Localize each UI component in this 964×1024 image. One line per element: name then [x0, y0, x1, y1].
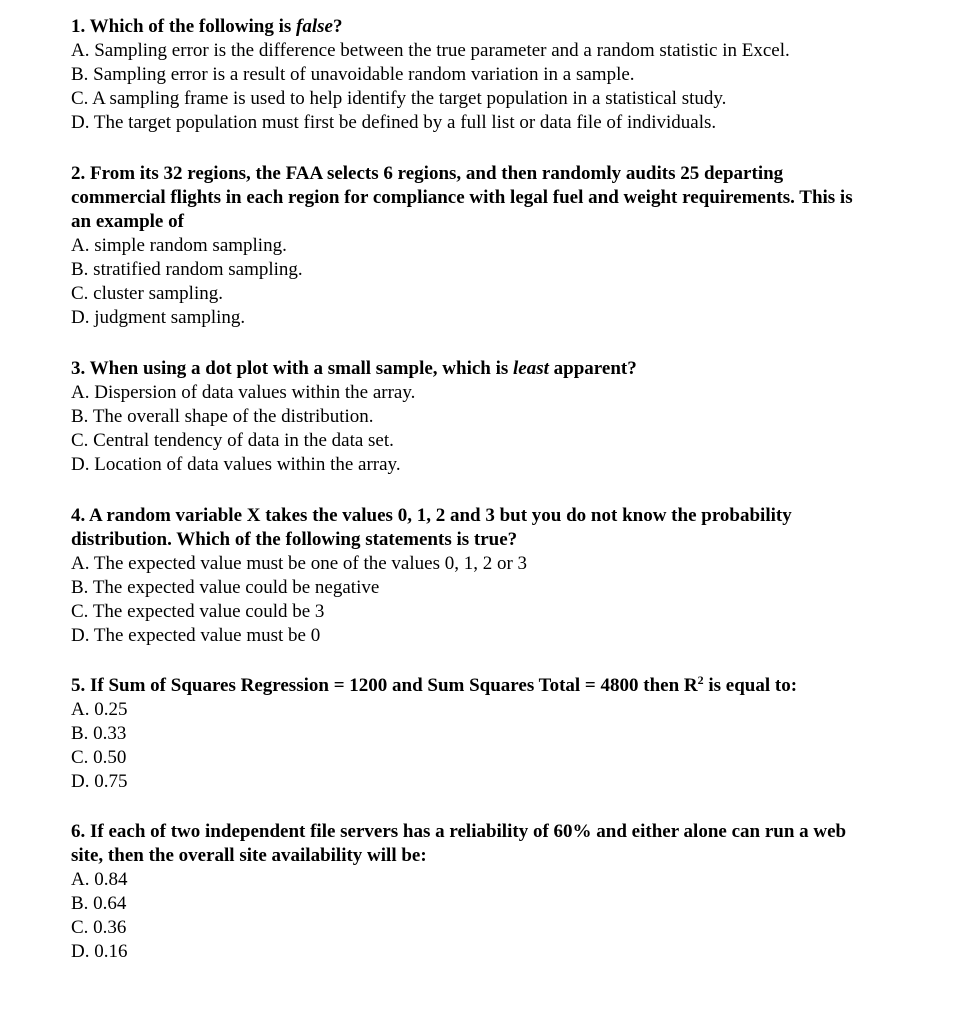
option-1d[interactable]: D. The target population must first be defined by a full list or data file of individuals.	[71, 112, 717, 133]
question-2-stem	[71, 162, 871, 234]
question-3-stem-text: When using a dot plot with a small sample, which is	[89, 358, 509, 379]
option-2c[interactable]: C. cluster sampling.	[71, 283, 223, 304]
question-4-number: 4.	[71, 505, 86, 526]
question-4-options	[71, 552, 931, 648]
question-4-stem	[71, 504, 871, 552]
option-3a[interactable]: A. Dispersion of data values within the array.	[71, 382, 416, 403]
question-1-stem-emphasis: false	[296, 16, 333, 37]
question-6-stem	[71, 820, 881, 868]
option-1b[interactable]: B. Sampling error is a result of unavoidable random variation in a sample.	[71, 64, 635, 85]
question-3-stem-emphasis: least	[513, 358, 549, 379]
option-1c[interactable]: C. A sampling frame is used to help identify the target population in a statistical study.	[71, 88, 727, 109]
question-3-number: 3.	[71, 358, 86, 379]
question-5-stem-end: is equal to:	[708, 675, 798, 696]
question-5-number: 5.	[71, 675, 86, 696]
question-6-number: 6.	[71, 821, 86, 842]
question-5-options	[71, 698, 931, 794]
question-5	[71, 674, 931, 794]
option-6c[interactable]: C. 0.36	[71, 917, 127, 938]
question-2-number: 2.	[71, 163, 86, 184]
option-5a[interactable]: A. 0.25	[71, 699, 128, 720]
question-5-superscript: 2	[697, 673, 704, 687]
option-3b[interactable]: B. The overall shape of the distribution.	[71, 406, 374, 427]
option-5c[interactable]: C. 0.50	[71, 747, 127, 768]
question-1-stem-text: Which of the following is	[89, 16, 292, 37]
question-3	[71, 357, 931, 477]
question-3-stem	[71, 357, 931, 381]
question-4-stem-text: A random variable X takes the values 0, 1, 2 and 3 but you do not know the probability distribution. Which of the following statements is true?	[71, 505, 792, 550]
question-1-stem-end: ?	[332, 16, 343, 37]
option-5d[interactable]: D. 0.75	[71, 771, 128, 792]
question-1-options	[71, 39, 931, 135]
question-4	[71, 504, 931, 648]
question-6-options	[71, 868, 931, 964]
question-5-stem-text: If Sum of Squares Regression = 1200 and Sum Squares Total = 4800 then R	[90, 675, 698, 696]
question-2	[71, 162, 931, 330]
question-6	[71, 820, 931, 964]
question-document	[71, 15, 931, 964]
option-3d[interactable]: D. Location of data values within the array.	[71, 454, 401, 475]
option-1a[interactable]: A. Sampling error is the difference between the true parameter and a random statistic in Excel.	[71, 40, 790, 61]
option-6a[interactable]: A. 0.84	[71, 869, 128, 890]
question-2-stem-text: From its 32 regions, the FAA selects 6 regions, and then randomly audits 25 departing commercial flights in each region for compliance with legal fuel and weight requirements. This is an example of	[71, 163, 853, 232]
option-6b[interactable]: B. 0.64	[71, 893, 127, 914]
question-5-stem	[71, 674, 931, 698]
option-6d[interactable]: D. 0.16	[71, 941, 128, 962]
option-2b[interactable]: B. stratified random sampling.	[71, 259, 303, 280]
question-1	[71, 15, 931, 135]
option-4b[interactable]: B. The expected value could be negative	[71, 577, 380, 598]
option-4d[interactable]: D. The expected value must be 0	[71, 625, 321, 646]
question-2-options	[71, 234, 931, 330]
option-5b[interactable]: B. 0.33	[71, 723, 127, 744]
option-3c[interactable]: C. Central tendency of data in the data set.	[71, 430, 394, 451]
option-2d[interactable]: D. judgment sampling.	[71, 307, 246, 328]
question-1-number: 1.	[71, 16, 86, 37]
question-1-stem	[71, 15, 931, 39]
question-3-options	[71, 381, 931, 477]
option-2a[interactable]: A. simple random sampling.	[71, 235, 287, 256]
option-4a[interactable]: A. The expected value must be one of the values 0, 1, 2 or 3	[71, 553, 528, 574]
question-3-stem-end: apparent?	[553, 358, 637, 379]
question-6-stem-text: If each of two independent file servers has a reliability of 60% and either alone can run a web site, then the overall site availability will be:	[71, 821, 847, 866]
option-4c[interactable]: C. The expected value could be 3	[71, 601, 325, 622]
